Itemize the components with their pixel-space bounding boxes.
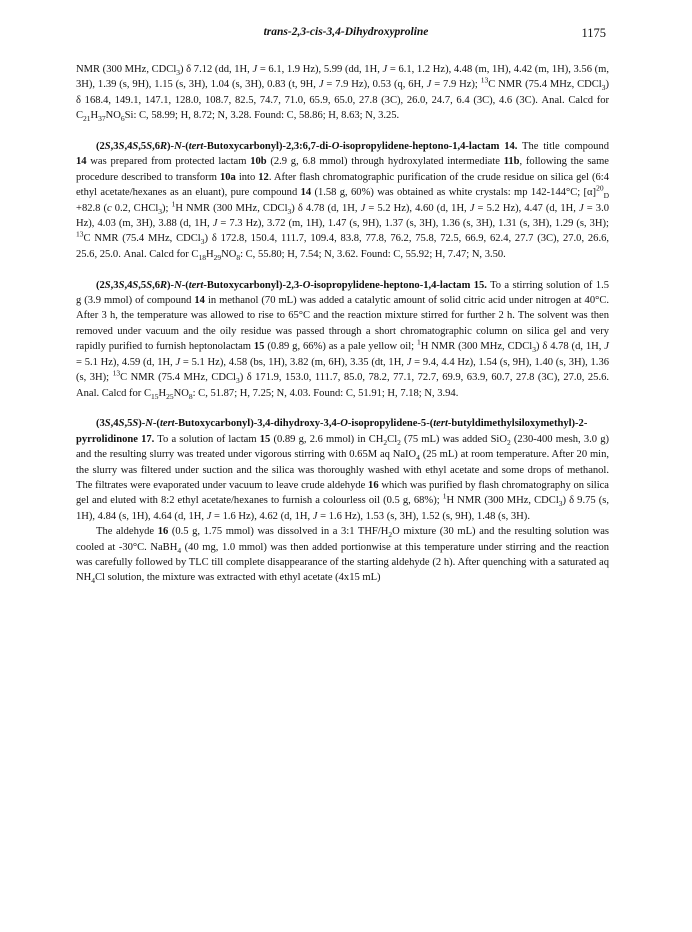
text-run: ) δ 171.9, 153.0, 111.7, 85.0, 78.2, 77.1, 72.7, 69.9, 63.9, 60.7, 27.8 (3C), 27.0, 25.6. Anal. Calcd for C — [76, 372, 610, 399]
text-run: NO — [173, 387, 189, 399]
text-run: 14 — [300, 187, 312, 199]
text-run: Si: C, 58.99; H, 8.72; N, 3.28. Found: C, 58.86; H, 8.63; N, 3.25. — [124, 110, 400, 122]
text-run: NO — [105, 110, 121, 122]
text-run: R — [159, 279, 168, 291]
text-run: -isopropylidene-heptono-1,4-lactam 15. — [310, 279, 487, 291]
text-run: S — [132, 418, 139, 430]
text-run: 37 — [98, 114, 106, 124]
text-run: ,6 — [152, 141, 160, 153]
text-run: H NMR (300 MHz, CDCl — [420, 341, 533, 353]
text-run: = 9.4, 4.4 Hz), 1.54 (s, 9H), 1.40 (s, 3H), 1.36 (s, 3H); — [76, 356, 609, 384]
text-run: (25 mL) at room temperature. After 20 min, the slurry was filtered under suction and the silica was thoroughly washed with ethyl acetate and some drops of methanol. The filtrates were evaporated under vacuum to leave crude aldehyde — [76, 449, 609, 491]
text-run: )- — [138, 418, 146, 430]
text-run: S — [118, 418, 125, 430]
text-run: H — [90, 110, 99, 122]
text-run: (0.5 g, 1.75 mmol) was dissolved in a 3:1 THF/H — [168, 526, 389, 538]
text-run: (1.58 g, 60%) was obtained as white crystals: mp 142-144°C; [α] — [311, 187, 597, 199]
text-run: O — [331, 141, 340, 153]
text-run: J — [206, 510, 212, 522]
text-run: 11b — [503, 156, 520, 168]
text-run: )- — [167, 279, 175, 291]
text-run: = 1.6 Hz), 1.53 (s, 3H), 1.52 (s, 9H), 1.48 (s, 3H). — [317, 510, 530, 522]
text-run: -( — [181, 279, 189, 291]
text-run: 1 — [416, 337, 421, 347]
paragraph-p2 — [76, 139, 609, 262]
text-run: = 6.1, 1.2 Hz), 4.48 (m, 1H), 4.42 (m, 1H), 3.56 (m, 3H), 1.39 (s, 9H), 1.15 (s, 3H), 1.04 (s, 3H), 0.83 (t, 9H, — [76, 64, 609, 91]
text-run: ) δ 7.12 (dd, 1H, — [180, 64, 253, 75]
text-run: 29 — [213, 252, 222, 262]
text-run: H — [205, 248, 214, 260]
text-run: The aldehyde — [96, 526, 158, 538]
text-run: S — [118, 141, 125, 153]
text-run: H NMR (300 MHz, CDCl — [175, 202, 288, 214]
text-run: 1 — [442, 491, 447, 501]
running-head — [0, 26, 692, 42]
page-number: 1175 — [581, 26, 606, 40]
paragraph-p1 — [76, 62, 609, 124]
text-run: Cl solution, the mixture was extracted with ethyl acetate (4x15 mL) — [94, 572, 381, 584]
text-run: N — [174, 141, 182, 153]
text-run: : C, 51.87; H, 7.25; N, 4.03. Found: C, 51.91; H, 7.18; N, 3.94. — [192, 387, 459, 399]
text-run: 8 — [188, 391, 193, 401]
text-run: N — [174, 279, 182, 291]
text-run: 10a — [219, 171, 236, 183]
text-run: J — [406, 356, 412, 368]
text-run: )- — [167, 141, 175, 153]
text-run: 3 — [235, 376, 240, 386]
text-run: = 3.0 Hz), 4.03 (m, 3H), 3.88 (d, 1H, — [76, 202, 609, 230]
text-run: -Butoxycarbonyl)-2,3:6,7-di- — [203, 141, 332, 153]
paragraph-p5 — [76, 524, 609, 586]
text-run: (2 — [96, 279, 105, 291]
text-run: S — [118, 279, 125, 291]
text-run: 20 — [596, 183, 604, 193]
text-run: J — [604, 341, 609, 353]
text-run: 4 — [416, 453, 420, 463]
text-run: S — [146, 141, 153, 153]
text-run: 3 — [532, 345, 536, 355]
text-run: C NMR (75.4 MHz, CDCl — [83, 233, 201, 245]
text-run: (0.89 g, 66%) as a pale yellow oil; — [264, 341, 417, 353]
text-run: -( — [152, 418, 160, 430]
text-run: 14 — [76, 156, 87, 168]
text-run: = 5.2 Hz), 4.47 (d, 1H, — [474, 202, 579, 214]
text-run: Cl — [387, 433, 398, 445]
text-run: O mixture (30 mL) and the resulting solution was cooled at -30°C. NaBH — [76, 526, 609, 553]
text-run: 12 — [258, 171, 269, 183]
text-run: ,4 — [124, 141, 133, 153]
text-run: = 5.1 Hz), 4.59 (d, 1H, — [76, 356, 176, 368]
text-run: (75 mL) was added SiO — [400, 433, 507, 445]
text-run: 6 — [120, 114, 125, 124]
text-run: -Butoxycarbonyl)-3,4-dihydroxy-3,4- — [174, 418, 341, 430]
text-run: D — [603, 191, 609, 201]
text-run: 2 — [506, 437, 511, 447]
text-run: 15 — [150, 391, 159, 401]
text-run: 15 — [253, 341, 265, 353]
text-run: -( — [181, 141, 189, 153]
text-run: ,3 — [110, 279, 119, 291]
text-run: J — [312, 510, 318, 522]
text-run: To a solution of lactam — [154, 433, 260, 445]
text-run: ,3 — [110, 141, 119, 153]
text-run: 3 — [601, 83, 606, 93]
text-run: ) δ 9.75 (s, 1H), 4.84 (s, 1H), 4.64 (d, 1H, — [76, 495, 609, 522]
text-run: 21 — [83, 114, 91, 124]
text-run: = 1.6 Hz), 4.62 (d, 1H, — [211, 510, 313, 522]
text-run: O — [340, 418, 348, 430]
text-run: J — [382, 64, 388, 75]
text-run: (0.89 g, 2.6 mmol) in CH — [270, 433, 384, 445]
text-run: was prepared from protected lactam — [86, 156, 251, 168]
text-run: -isopropylidene-heptono-1,4-lactam 14. — [339, 141, 518, 153]
text-run: 2 — [397, 437, 401, 447]
text-run: = 5.2 Hz), 4.60 (d, 1H, — [365, 202, 470, 214]
text-run: = 7.3 Hz), 3.72 (m, 1H), 1.47 (s, 9H), 1.37 (s, 3H), 1.36 (s, 3H), 1.31 (s, 3H), 1.29 (s, 3H); — [217, 218, 609, 230]
text-run: 8 — [236, 252, 241, 262]
text-run: ) δ 4.78 (d, 1H, — [291, 202, 361, 214]
text-run: (40 mg, 1.0 mmol) was then added portionwise at this temperature under stirring and the reaction was carefully followed by TLC till complete disappearance of the starting aldehyde (2 h). After quenching with a saturated aq NH — [76, 541, 609, 584]
text-run: 3 — [200, 237, 205, 247]
running-title: trans-2,3-cis-3,4-Dihydroxyproline — [263, 26, 429, 38]
text-run: NO — [221, 248, 237, 260]
text-run: c — [107, 202, 112, 214]
text-run: , following the same procedure described to transform — [76, 156, 609, 183]
text-run: S — [104, 141, 111, 153]
text-run: 10b — [250, 156, 267, 168]
text-run: 16 — [157, 526, 169, 538]
paragraph-p3 — [76, 278, 609, 401]
text-run: 3 — [176, 68, 181, 78]
text-run: J — [252, 64, 258, 75]
text-run: 3 — [158, 206, 163, 216]
text-run: J — [469, 202, 475, 214]
text-run: in methanol (70 mL) was added a catalytic amount of solid citric acid under nitrogen at 40°C. After 3 h, the temperature was allowed to rise to 65°C and the reaction mixture stirred for further 2 h. The solvent was then removed under vacuum and the oily residue was passed through a short chromatographic column on silica gel and very rapidly purified to furnish heptonolactam — [76, 295, 609, 353]
text-run: 2 — [388, 530, 393, 540]
text-run: -butyldimethylsiloxymethyl)-2-pyrrolidinone 17. — [76, 418, 588, 445]
text-run: 25 — [166, 391, 174, 401]
text-run: ) δ 172.8, 150.4, 111.7, 109.4, 83.8, 77.8, 76.2, 75.8, 72.5, 66.9, 62.4, 27.7 (3C), 27.0, 26.6, 25.6, 25.0. Anal. Calcd for C — [76, 233, 609, 260]
body-text — [76, 62, 609, 586]
text-run: (3 — [96, 418, 105, 430]
text-run: 2 — [383, 437, 388, 447]
text-run: ,4 — [110, 418, 119, 430]
text-run: which was purified by flash chromatography on silica gel and eluted with 8:2 ethyl acetate/hexanes to furnish a colourless oil (0.5 g, 68%); — [76, 479, 609, 507]
text-run: ,5 — [138, 141, 147, 153]
text-run: 4 — [177, 545, 182, 555]
text-run: S — [132, 141, 139, 153]
text-run: ,5 — [138, 279, 147, 291]
text-run: (2 — [96, 141, 105, 153]
text-run: J — [175, 356, 181, 368]
text-run: J — [426, 79, 432, 91]
text-run: 18 — [198, 252, 206, 262]
text-run: ,6 — [152, 279, 160, 291]
text-run: ); — [162, 202, 172, 214]
text-run: : C, 55.80; H, 7.54; N, 3.62. Found: C, 55.92; H, 7.47; N, 3.50. — [240, 248, 506, 260]
text-run: (2.9 g, 6.8 mmol) through hydroxylated intermediate — [266, 156, 504, 168]
text-run: S — [146, 279, 153, 291]
text-run: S — [104, 418, 111, 430]
text-run: ) δ 4.78 (d, 1H, — [535, 341, 605, 353]
text-run: 16 — [368, 479, 379, 491]
text-run: (230-400 mesh, 3.0 g) and the resulting slurry was treated under vigorous stirring with 0.65M aq NaIO — [76, 433, 609, 461]
text-run: 3 — [558, 499, 563, 509]
text-run: 13 — [480, 75, 489, 85]
text-run: 4 — [91, 576, 95, 586]
text-run: J — [212, 218, 218, 230]
text-run: R — [159, 141, 168, 153]
text-run: = 7.9 Hz); — [431, 79, 481, 91]
text-run: tert — [159, 418, 175, 430]
text-run: ,4 — [124, 279, 133, 291]
text-run: The title compound — [517, 141, 609, 153]
text-run: tert — [188, 141, 204, 153]
text-run: 13 — [112, 368, 121, 378]
text-run: tert — [188, 279, 204, 291]
text-run: -Butoxycarbonyl)-2,3- — [203, 279, 303, 291]
text-run: NMR (300 MHz, CDCl — [76, 64, 177, 75]
text-run: tert — [433, 418, 448, 430]
text-run: C NMR (75.4 MHz, CDCl — [120, 372, 236, 384]
text-run: S — [132, 279, 139, 291]
text-run: . After flash chromatographic purification of the crude residue on silica gel (6:4 ethyl acetate/hexanes as an eluant), pure compound — [76, 171, 610, 199]
text-run: into — [235, 171, 259, 183]
text-run: J — [318, 79, 324, 91]
text-run: 3 — [287, 206, 292, 216]
text-run: O — [302, 279, 311, 291]
text-run: N — [145, 418, 153, 430]
text-run: = 6.1, 1.9 Hz), 5.99 (dd, 1H, — [257, 64, 383, 75]
text-run: S — [104, 279, 111, 291]
text-run: J — [579, 202, 584, 214]
text-run: -isopropylidene-5-( — [347, 418, 434, 430]
text-run: J — [360, 202, 366, 214]
text-run: ,5 — [124, 418, 133, 430]
text-run: = 5.1 Hz), 4.58 (bs, 1H), 3.82 (m, 6H), 3.35 (dt, 1H, — [180, 356, 407, 368]
paragraph-p4 — [76, 416, 609, 524]
text-run: 13 — [76, 229, 84, 239]
text-run: +82.8 ( — [76, 202, 107, 214]
text-run: 15 — [259, 433, 271, 445]
text-run: To a stirring solution of 1.5 g (3.9 mmol) of compound — [76, 279, 609, 307]
text-run: H — [158, 387, 167, 399]
text-run: 1 — [171, 199, 176, 209]
text-run: 0.2, CHCl — [111, 202, 159, 214]
text-run: H NMR (300 MHz, CDCl — [446, 495, 559, 507]
text-run: 14 — [194, 295, 205, 307]
text-run: ) δ 168.4, 149.1, 147.1, 128.0, 108.7, 82.5, 74.7, 71.0, 65.9, 65.0, 27.8 (3C), 26.0, 24.7, 6.4 (3C), 4.6 (3C). Anal. Calcd for C — [76, 79, 609, 122]
text-run: = 7.9 Hz), 0.53 (q, 6H, — [323, 79, 427, 91]
text-run: C NMR (75.4 MHz, CDCl — [488, 79, 602, 91]
